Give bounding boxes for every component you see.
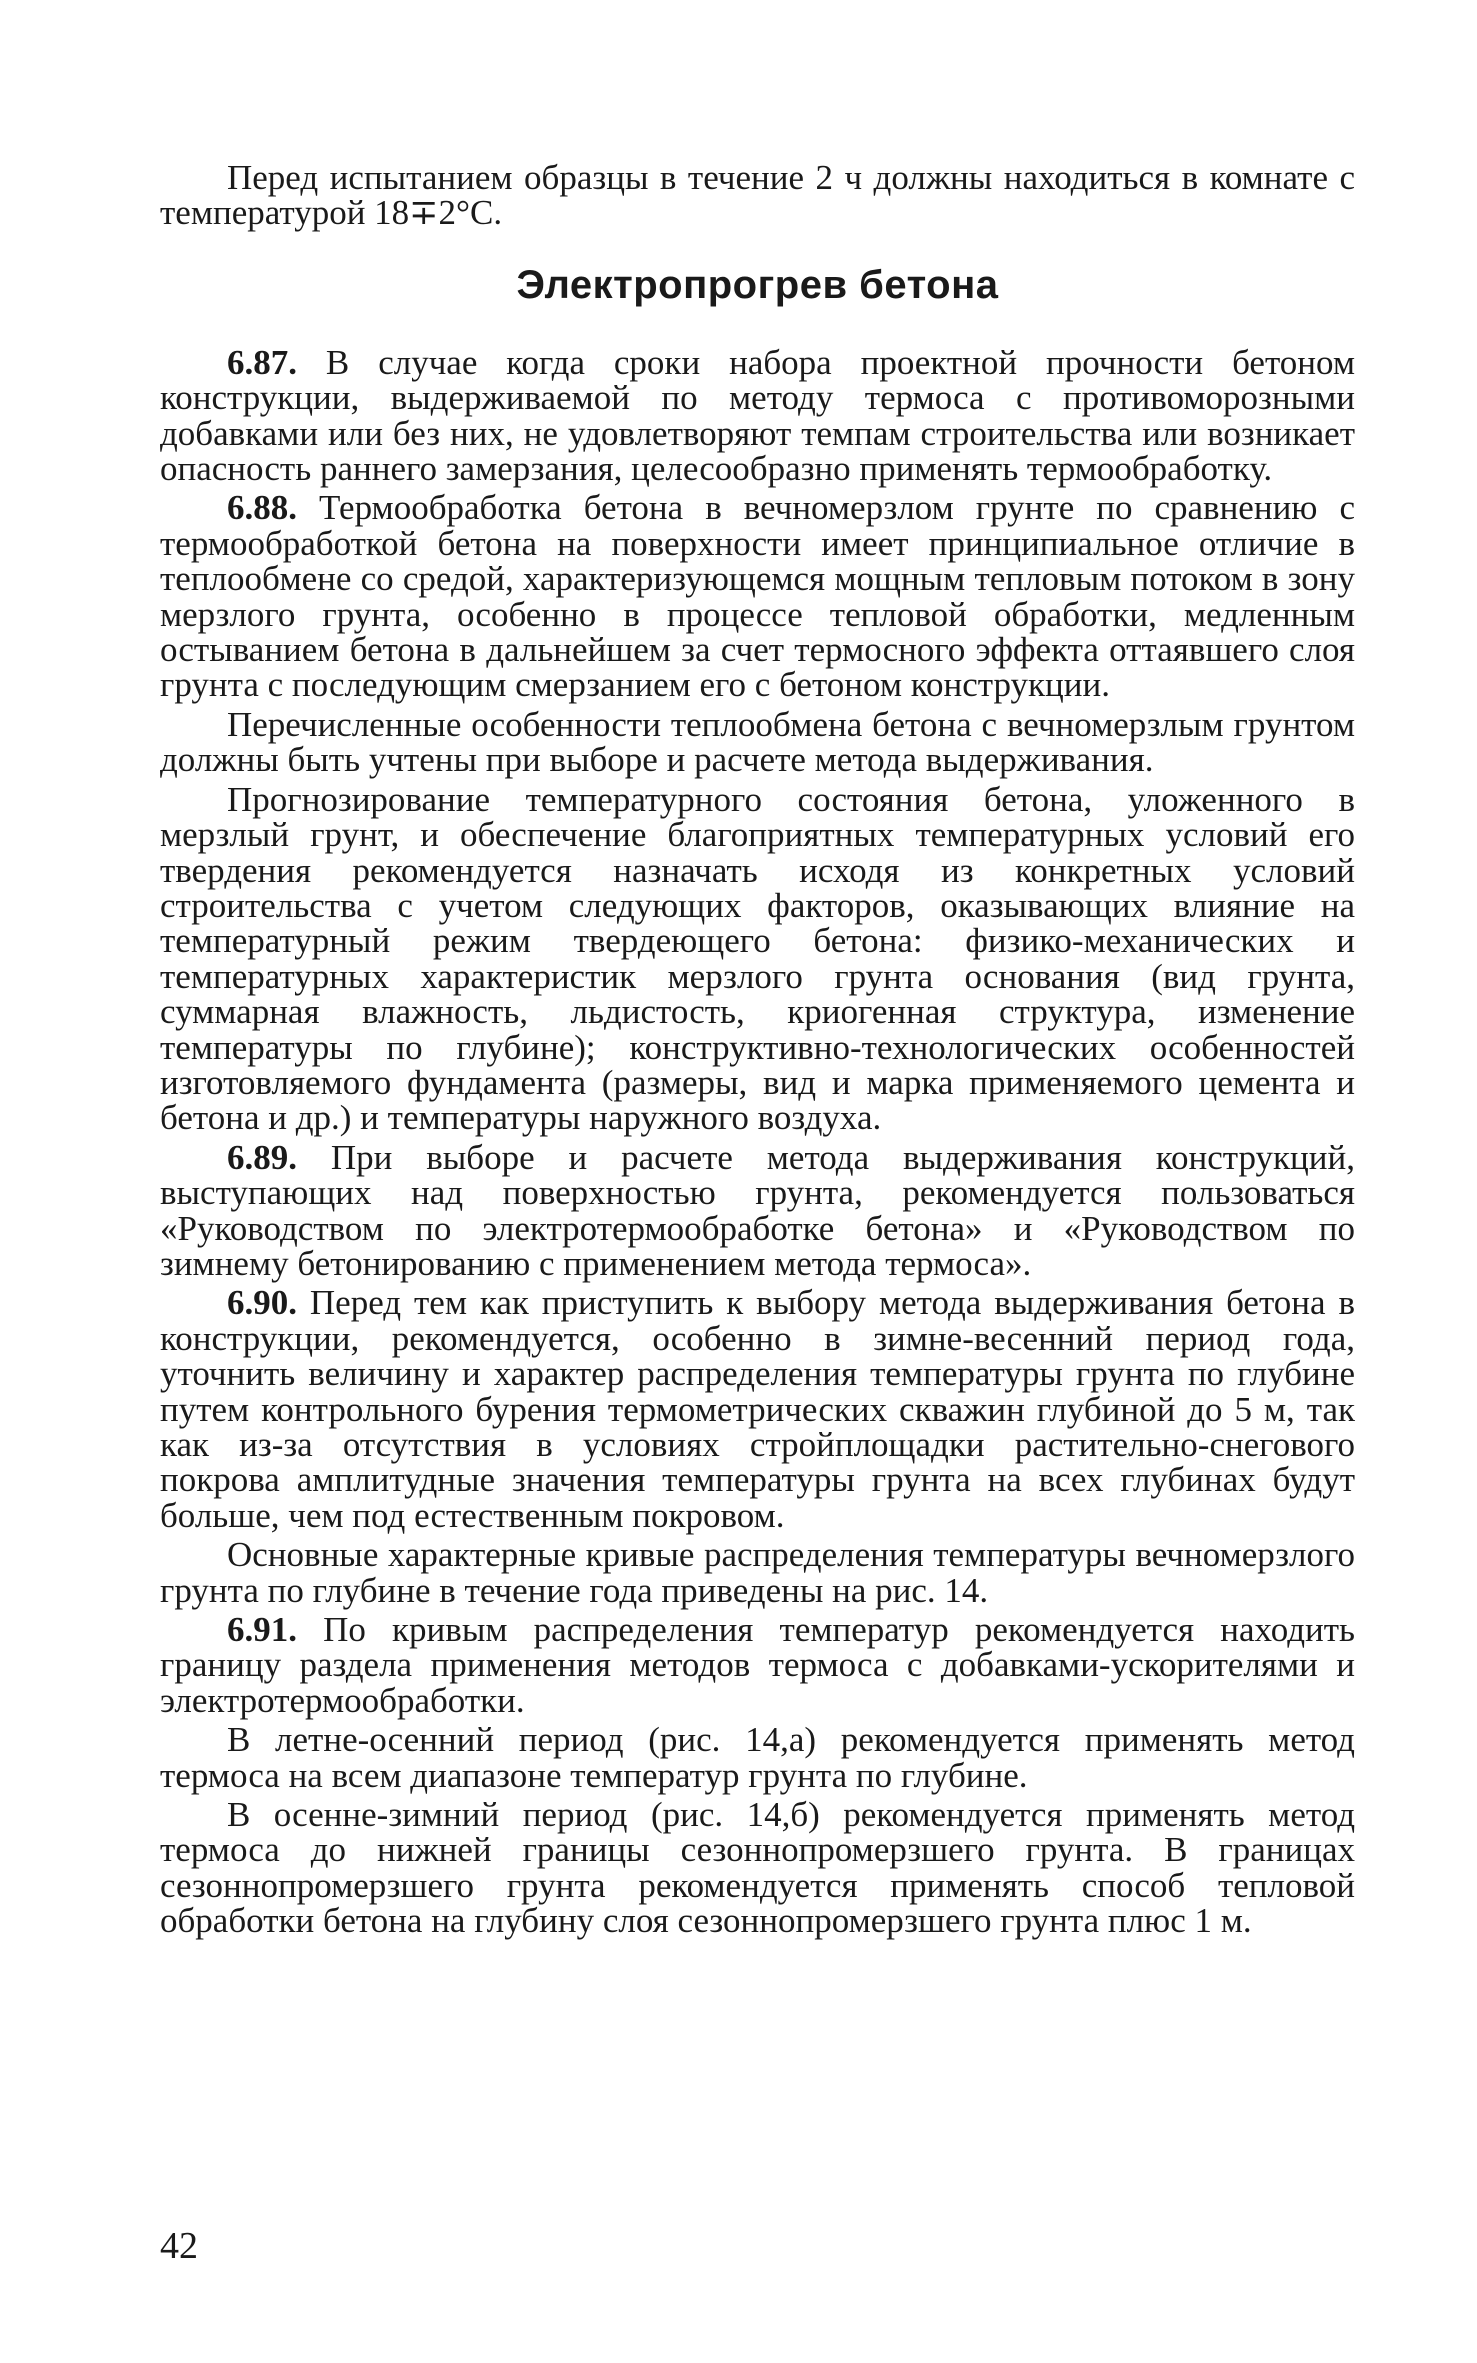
paragraph bbox=[160, 779, 1355, 1138]
paragraph-text: Перед тем как приступить к выбору метода выдерживания бетона в конструкции, рекомендуется, особенно в зимне-весенний период года, уточнить величину и характер распределения температуры грунта по глубине путем контрольного бурения термометрических скважин глубиной до 5 м, так как из-за отсутствия в условиях стройплощадки растительно-снегового покрова амплитудные значения температуры грунта на всех глубинах будут больше, чем под естественным покровом. bbox=[160, 1283, 1355, 1535]
paragraph-number: 6.87. bbox=[227, 342, 297, 382]
paragraph-6-87 bbox=[160, 342, 1355, 489]
paragraph-text: В случае когда сроки набора проектной прочности бетоном конструкции, выдерживаемой по методу термоса с противоморозными добавками или без них, не удовлетворяют темпам строительства или возникает опасность раннего замерзания, целесообразно применять термообработку. bbox=[160, 342, 1355, 489]
paragraph bbox=[160, 1722, 1355, 1793]
paragraph-number: 6.88. bbox=[227, 488, 297, 528]
paragraph-text: Перечисленные особенности теплообмена бетона с вечномерзлым грунтом должны быть учтены при выборе и расчете метода выдерживания. bbox=[160, 704, 1355, 780]
paragraph-6-89 bbox=[160, 1137, 1355, 1283]
paragraph-text: Прогнозирование температурного состояния бетона, уложенного в мерзлый грунт, и обеспечение благоприятных температурных условий его твердения рекомендуется назначать исходя из конкретных условий строительства с учетом следующих факторов, оказывающих влияние на температурный режим твердеющего бетона: физико-механических и температурных характеристик мерзлого грунта основания (вид грунта, суммарная влажность, льдистость, криогенная структура, изменение температуры по глубине); конструктивно-технологических особенностей изготовляемого фундамента (размеры, вид и марка применяемого цемента и бетона и др.) и температуры наружного воздуха. bbox=[160, 779, 1355, 1138]
paragraph-text: В осенне-зимний период (рис. 14,б) рекомендуется применять метод термоса до нижней границы сезоннопромерзшего грунта. В границах сезоннопромерзшего грунта рекомендуется применять способ тепловой обработки бетона на глубину слоя сезоннопромерзшего грунта плюс 1 м. bbox=[160, 1795, 1355, 1941]
paragraph bbox=[160, 704, 1355, 780]
paragraph-text: По кривым распределения температур рекомендуется находить границу раздела применения методов термоса с добавками-ускорителями и электротермообработки. bbox=[160, 1610, 1355, 1720]
paragraph-number: 6.91. bbox=[227, 1610, 297, 1650]
paragraph-text: При выборе и расчете метода выдерживания конструкций, выступающих над поверхностью грунта, рекомендуется пользоваться «Руководством по электротермообработке бетона» и «Руководством по зимнему бетонированию с применением метода термоса». bbox=[160, 1137, 1355, 1283]
paragraph-number: 6.90. bbox=[227, 1283, 297, 1323]
paragraph-text: В летне-осенний период (рис. 14,а) рекомендуется применять метод термоса на всем диапазоне температур грунта по глубине. bbox=[160, 1720, 1355, 1795]
paragraph-6-90 bbox=[160, 1285, 1355, 1533]
paragraph bbox=[160, 1537, 1355, 1608]
paragraph-text: Основные характерные кривые распределения температуры вечномерзлого грунта по глубине в течение года приведены на рис. 14. bbox=[160, 1535, 1355, 1610]
paragraph bbox=[160, 1797, 1355, 1939]
paragraph-6-88 bbox=[160, 488, 1355, 705]
paragraph-number: 6.89. bbox=[227, 1137, 297, 1177]
paragraph-text: Термообработка бетона в вечномерзлом грунте по сравнению с термообработкой бетона на поверхности имеет принципиальное отличие в теплообмене со средой, характеризующемся мощным тепловым потоком в зону мерзлого грунта, особенно в процессе тепловой обработки, медленным остыванием бетона в дальнейшем за счет термосного эффекта оттаявшего слоя грунта с последующим смерзанием его с бетоном конструкции. bbox=[160, 488, 1355, 705]
intro-paragraph: Перед испытанием образцы в течение 2 ч должны находиться в комнате с температурой 18∓2°C. bbox=[160, 158, 1355, 233]
paragraph-list bbox=[160, 342, 1355, 1941]
page-number: 42 bbox=[160, 2225, 198, 2267]
paragraph-6-91 bbox=[160, 1612, 1355, 1718]
document-page bbox=[160, 160, 1355, 1939]
section-heading: Электропрогрев бетона bbox=[516, 262, 999, 307]
